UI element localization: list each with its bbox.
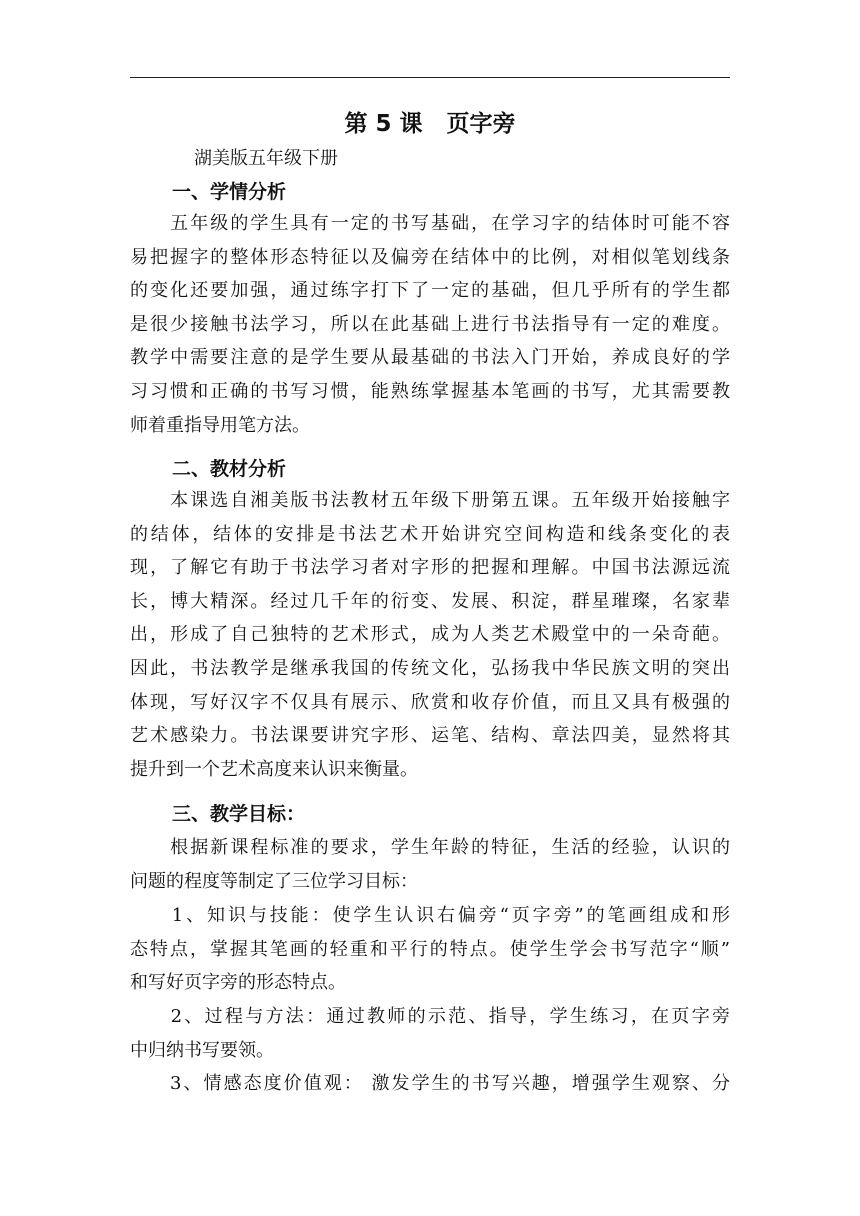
text-line: 因此，书法教学是继承我国的传统文化，弘扬我中华民族文明的突出 [130,657,730,679]
text-line: 五年级的学生具有一定的书写基础，在学习字的结体时可能不容 [130,213,730,234]
text-line: 是很少接触书法学习，所以在此基础上进行书法指导有一定的难度。 [130,313,730,335]
section-heading-learner-analysis: 一、学情分析 [172,181,287,203]
paragraph-teaching-goals [130,831,730,898]
text-line: 习习惯和正确的书写习惯，能熟练掌握基本笔画的书写，尤其需要教 [130,380,730,402]
header-rule [130,77,730,78]
paragraph-material-analysis [130,484,730,786]
text-line: 2、过程与方法：通过教师的示范、指导，学生练习，在页字旁 [130,1006,730,1027]
subtitle: 湖美版五年级下册 [194,148,338,169]
text-line: 的变化还要加强，通过练字打下了一定的基础，但几乎所有的学生都 [130,280,730,302]
text-line: 的结体，结体的安排是书法艺术开始讲究空间构造和线条变化的表 [130,523,730,545]
text-line: 体现，写好汉字不仅具有展示、欣赏和收存价值，而且又具有极强的 [130,691,730,713]
text-line: 态特点，掌握其笔画的轻重和平行的特点。使学生学会书写范字“顺” [130,938,730,960]
text-line: 现，了解它有助于书法学习者对字形的把握和理解。中国书法源远流 [130,557,730,579]
text-line: 3、情感态度价值观： 激发学生的书写兴趣，增强学生观察、分 [130,1073,730,1094]
text-line: 易把握字的整体形态特征以及偏旁在结体中的比例，对相似笔划线条 [130,246,730,268]
page-title: 第 5 课 页字旁 [344,111,516,137]
text-line: 问题的程度等制定了三位学习目标： [130,870,418,892]
section-heading-teaching-goals: 三、教学目标： [172,803,306,825]
goal-knowledge-skills [130,899,730,1000]
paragraph-learner-analysis [130,207,730,442]
text-line: 中归纳书写要领。 [130,1039,274,1061]
text-line: 和写好页字旁的形态特点。 [130,972,346,994]
text-line: 教学中需要注意的是学生要从最基础的书法入门开始，养成良好的学 [130,347,730,369]
text-line: 出，形成了自己独特的艺术形式，成为人类艺术殿堂中的一朵奇葩。 [130,624,730,646]
text-line: 提升到一个艺术高度来认识来衡量。 [130,758,418,780]
text-line: 1、知识与技能：使学生认识右偏旁“页字旁”的笔画组成和形 [130,905,730,926]
text-line: 长，博大精深。经过几千年的衍变、发展、积淀，群星璀璨，名家辈 [130,590,730,612]
text-line: 艺术感染力。书法课要讲究字形、运笔、结构、章法四美，显然将其 [130,725,730,747]
text-line: 本课选自湘美版书法教材五年级下册第五课。五年级开始接触字 [130,490,730,511]
goal-process-method [130,1000,730,1067]
text-line: 根据新课程标准的要求，学生年龄的特征，生活的经验，认识的 [130,837,730,858]
section-heading-material-analysis: 二、教材分析 [172,458,287,480]
text-line: 师着重指导用笔方法。 [130,414,310,436]
goal-emotion-attitude [130,1067,730,1101]
